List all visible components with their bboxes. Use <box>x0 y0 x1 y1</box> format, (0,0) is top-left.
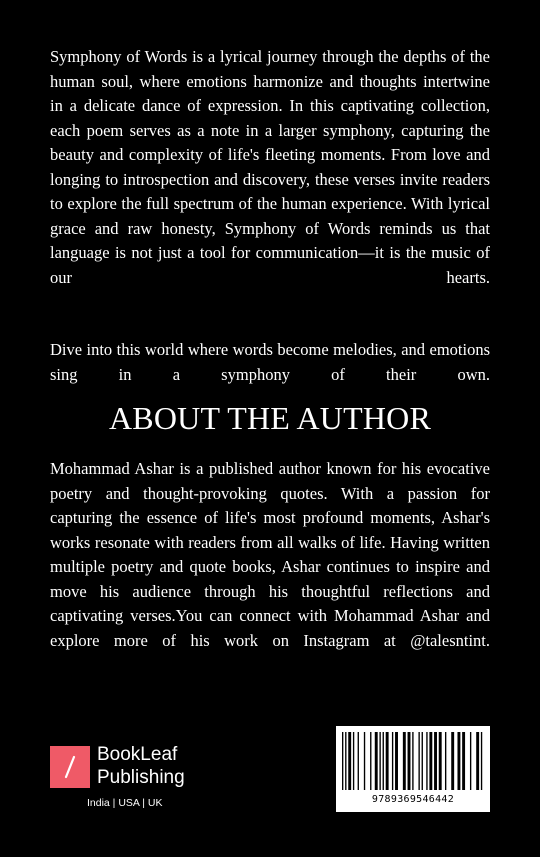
barcode-bar <box>470 732 471 790</box>
barcode-bar <box>370 732 371 790</box>
publisher-name-line1: BookLeaf <box>97 744 178 765</box>
barcode-bar <box>412 732 413 790</box>
slash-mark-icon <box>50 746 90 788</box>
barcode-bar <box>395 732 398 790</box>
about-author-text: Mohammad Ashar is a published author known for his evocative poetry and thought-provoking quotes. With a passion for capturing the essence of life's most profound moments, Ashar's works resonate with readers from all walks of life. Having written multiple poetry and quote books, Ashar continues to inspire and move his audience through his thoughtful reflections and captivating verses.You can connect with Mohammad Ashar and explore more of his work on Instagram at @talesntint. <box>50 459 490 650</box>
barcode-bar <box>422 732 423 790</box>
barcode-bar <box>364 732 365 790</box>
barcode-bar <box>386 732 389 790</box>
barcode-bars <box>342 732 484 790</box>
barcode-bar <box>445 732 446 790</box>
barcode-bar <box>353 732 354 790</box>
barcode-bar <box>383 732 384 790</box>
publisher-name-line2: Publishing <box>97 767 185 788</box>
barcode-bar <box>348 732 351 790</box>
blurb-paragraph-1: Symphony of Words is a lyrical journey through the depths of the human soul, where emotions harmonize and thoughts intertwine in a delicate dance of expression. In this captivating collection, each poem serves as a note in a larger symphony, capturing the beauty and complexity of life's fleeting moments. From love and longing to introspection and discovery, these verses invite readers to explore the full spectrum of the human experience. With lyrical grace and raw honesty, Symphony of Words reminds us that language is not just a tool for communication—it is the music of our hearts. <box>50 47 490 287</box>
barcode-bar <box>476 732 479 790</box>
barcode-bar <box>392 732 393 790</box>
isbn-barcode <box>336 726 490 812</box>
barcode-bar <box>462 732 465 790</box>
publisher-regions: India | USA | UK <box>87 797 163 809</box>
barcode-bar <box>434 732 437 790</box>
barcode-bar <box>429 732 432 790</box>
barcode-bar <box>375 732 378 790</box>
barcode-bar <box>481 732 482 790</box>
blurb-paragraph-2: Dive into this world where words become melodies, and emotions sing in a symphony of their own. <box>50 340 490 384</box>
barcode-bar <box>358 732 359 790</box>
barcode-bar <box>418 732 419 790</box>
about-author-heading: ABOUT THE AUTHOR <box>108 400 432 436</box>
barcode-bar <box>342 732 343 790</box>
barcode-bar <box>408 732 411 790</box>
barcode-bar <box>451 732 454 790</box>
barcode-bar <box>379 732 380 790</box>
barcode-bar <box>345 732 346 790</box>
isbn-number: 9789369546442 <box>371 794 455 805</box>
barcode-bar <box>403 732 406 790</box>
publisher-logo <box>50 744 210 814</box>
barcode-bar <box>457 732 460 790</box>
barcode-bar <box>439 732 442 790</box>
barcode-bar <box>426 732 427 790</box>
